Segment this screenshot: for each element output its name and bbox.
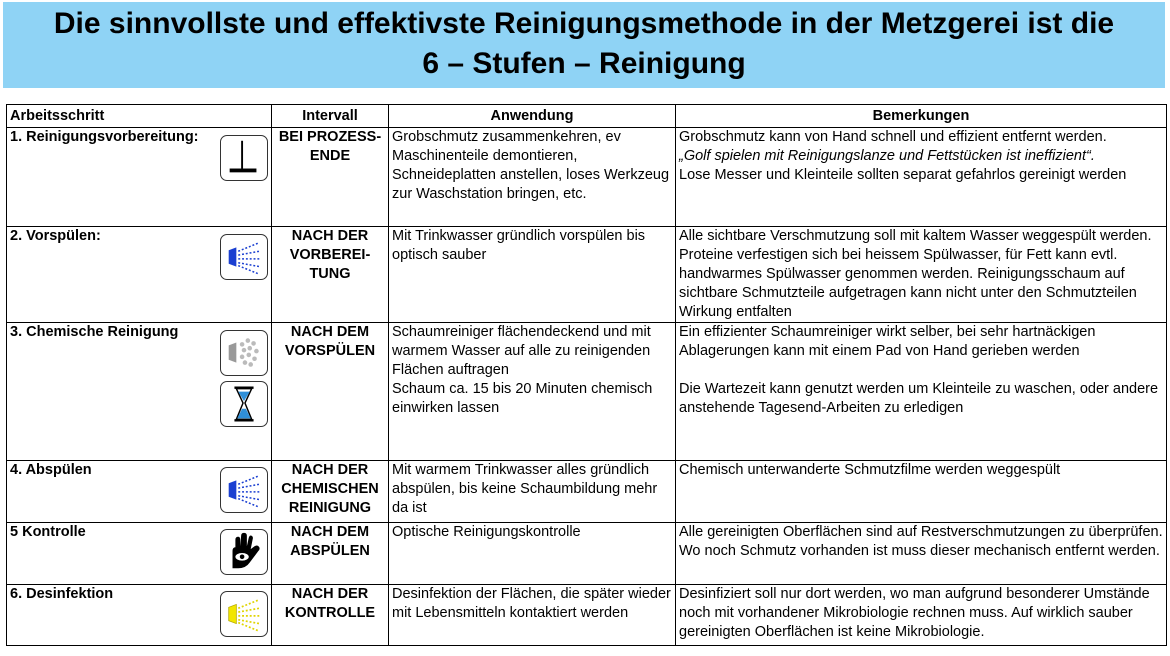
table-row bbox=[7, 128, 1167, 227]
interval-cell bbox=[272, 523, 389, 585]
interval-line: ENDE bbox=[309, 148, 351, 164]
cleaning-steps-table bbox=[6, 104, 1167, 646]
application-cell: Desinfektion der Flächen, die später wieder mit Lebensmitteln kontaktiert werden bbox=[389, 585, 676, 646]
table-row bbox=[7, 323, 1167, 461]
step-cell bbox=[7, 128, 272, 227]
header-step: Arbeitsschritt bbox=[7, 105, 272, 128]
interval-line: REINIGUNG bbox=[288, 500, 372, 516]
interval-cell bbox=[272, 128, 389, 227]
interval-line: VORSPÜLEN bbox=[284, 343, 376, 359]
step-cell bbox=[7, 323, 272, 461]
application-text: Schaumreiniger flächendeckend und mit warmem Wasser auf alle zu reinigenden Flächen auftragen bbox=[392, 324, 651, 378]
interval-cell bbox=[272, 461, 389, 523]
water-spray-icon bbox=[220, 467, 268, 513]
interval-cell bbox=[272, 585, 389, 646]
step-cell bbox=[7, 523, 272, 585]
step-label: 3. Chemische Reinigung bbox=[10, 324, 179, 340]
interval-line: NACH DER bbox=[291, 228, 369, 244]
step-cell bbox=[7, 585, 272, 646]
remarks-cell bbox=[676, 323, 1167, 461]
interval-line: KONTROLLE bbox=[284, 605, 376, 621]
remarks-text: Ein effizienter Schaumreiniger wirkt selber, bei sehr hartnäckigen Ablagerungen kann mit einem Pad von Hand gerieben werden bbox=[679, 324, 1096, 359]
interval-cell bbox=[272, 323, 389, 461]
interval-line: VORBEREI- bbox=[289, 247, 371, 263]
application-cell: Grobschmutz zusammenkehren, ev Maschinenteile demontieren, Schneideplatten anstellen, loses Werkzeug zur Waschstation bringen, etc. bbox=[389, 128, 676, 227]
broom-icon bbox=[220, 135, 268, 181]
remarks-cell: Alle gereinigten Oberflächen sind auf Restverschmutzungen zu überprüfen. Wo noch Schmutz vorhanden ist muss dieser mechanisch entfernt werden. bbox=[676, 523, 1167, 585]
title-line-2: 6 – Stufen – Reinigung bbox=[422, 47, 746, 80]
table-header-row bbox=[7, 105, 1167, 128]
remarks-cell bbox=[676, 128, 1167, 227]
interval-line: ABSPÜLEN bbox=[290, 543, 370, 559]
foam-spray-icon bbox=[220, 330, 268, 376]
disinfectant-spray-icon bbox=[220, 591, 268, 637]
remarks-cell: Alle sichtbare Verschmutzung soll mit kaltem Wasser weggespült werden. Proteine verfestigen sich bei heissem Spülwasser, für Fett kann evtl. handwarmes Spülwasser genommen werden. Reinigungsschaum auf sichtbare Schmutzteile aufgetragen kann nicht unter den Schmutzteilen Wirkung entfalten bbox=[676, 227, 1167, 323]
water-spray-icon bbox=[220, 234, 268, 280]
title-line-1: Die sinnvollste und effektivste Reinigungsmethode in der Metzgerei ist die bbox=[53, 7, 1115, 40]
step-label: 6. Desinfektion bbox=[10, 586, 114, 602]
table-row bbox=[7, 523, 1167, 585]
step-label: 1. Reinigungsvorbereitung: bbox=[10, 129, 199, 145]
application-cell bbox=[389, 323, 676, 461]
step-label: 4. Abspülen bbox=[10, 462, 92, 478]
interval-line: NACH DER bbox=[291, 462, 369, 478]
table-row bbox=[7, 585, 1167, 646]
title-banner bbox=[3, 2, 1165, 88]
table-row bbox=[7, 461, 1167, 523]
remarks-cell: Chemisch unterwanderte Schmutzfilme werden weggespült bbox=[676, 461, 1167, 523]
step-cell bbox=[7, 227, 272, 323]
header-application: Anwendung bbox=[389, 105, 676, 128]
interval-line: TUNG bbox=[309, 266, 351, 282]
hourglass-icon bbox=[220, 381, 268, 427]
interval-line: BEI PROZESS- bbox=[278, 129, 382, 145]
remarks-text: Grobschmutz kann von Hand schnell und effizient entfernt werden. bbox=[679, 129, 1107, 145]
table-row bbox=[7, 227, 1167, 323]
application-cell: Optische Reinigungskontrolle bbox=[389, 523, 676, 585]
interval-line: NACH DER bbox=[291, 586, 369, 602]
header-interval: Intervall bbox=[272, 105, 389, 128]
application-cell: Mit warmem Trinkwasser alles gründlich abspülen, bis keine Schaumbildung mehr da ist bbox=[389, 461, 676, 523]
interval-cell bbox=[272, 227, 389, 323]
remarks-spacer bbox=[679, 361, 1163, 380]
step-label: 5 Kontrolle bbox=[10, 524, 86, 540]
header-remarks: Bemerkungen bbox=[676, 105, 1167, 128]
interval-line: CHEMISCHEN bbox=[281, 481, 379, 497]
step-label: 2. Vorspülen: bbox=[10, 228, 101, 244]
remarks-quote: „Golf spielen mit Reinigungslanze und Fettstücken ist ineffizient“. bbox=[679, 148, 1095, 164]
hand-eye-icon bbox=[220, 529, 268, 575]
remarks-text: Lose Messer und Kleinteile sollten separat gefahrlos gereinigt werden bbox=[679, 167, 1127, 183]
remarks-text: Die Wartezeit kann genutzt werden um Kleinteile zu waschen, oder andere anstehende Tagesend-Arbeiten zu erledigen bbox=[679, 381, 1159, 416]
step-cell bbox=[7, 461, 272, 523]
application-text: Schaum ca. 15 bis 20 Minuten chemisch einwirken lassen bbox=[392, 381, 653, 416]
interval-line: NACH DEM bbox=[290, 524, 370, 540]
interval-line: NACH DEM bbox=[290, 324, 370, 340]
application-cell: Mit Trinkwasser gründlich vorspülen bis optisch sauber bbox=[389, 227, 676, 323]
remarks-cell: Desinfiziert soll nur dort werden, wo man aufgrund besonderer Umstände noch mit vorhandener Mikrobiologie rechnen muss. Auf wirklich sauber gereinigten Oberflächen ist keine Mikrobiologie. bbox=[676, 585, 1167, 646]
